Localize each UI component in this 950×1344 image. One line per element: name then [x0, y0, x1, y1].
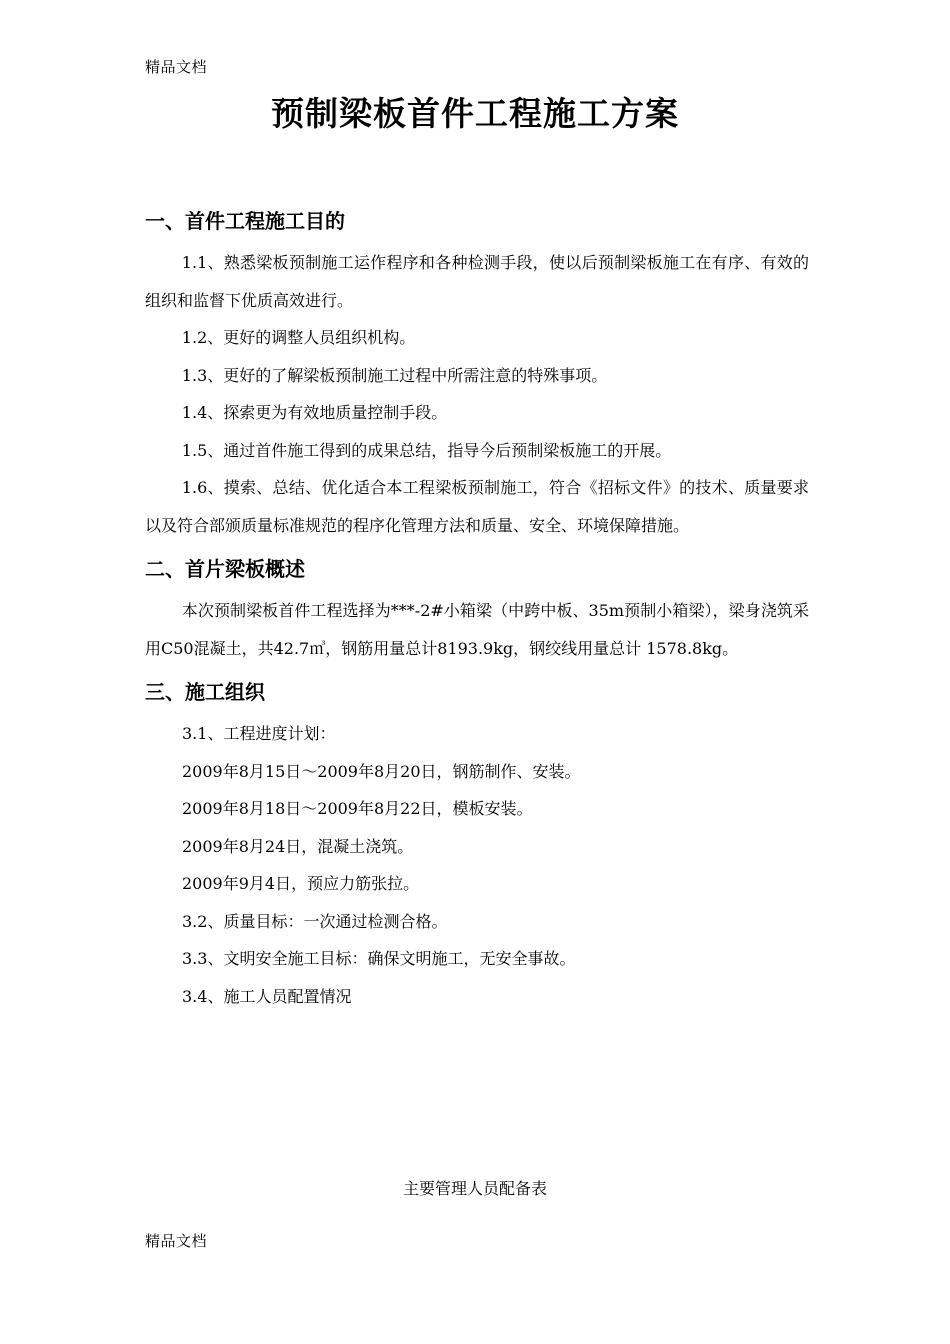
table-caption: 主要管理人员配备表: [402, 1179, 547, 1198]
paragraph-1-6: 1.6、摸索、总结、优化适合本工程梁板预制施工，符合《招标文件》的技术、质量要求以及符合部颁质量标准规范的程序化管理方法和质量、安全、环境保障措施。: [145, 478, 809, 535]
header-watermark: 精品文档: [145, 58, 208, 76]
paragraph-1-1: 1.1、熟悉梁板预制施工运作程序和各种检测手段，使以后预制梁板施工在有序、有效的组织和监督下优质高效进行。: [145, 253, 809, 310]
paragraph-3-3: 3.3、文明安全施工目标：确保文明施工，无安全事故。: [182, 949, 576, 968]
section-heading-organization: 三、施工组织: [145, 680, 265, 704]
schedule-line-rebar: 2009年8月15日～2009年8月20日，钢筋制作、安装。: [182, 761, 581, 781]
paragraph-3-1: 3.1、工程进度计划：: [182, 724, 336, 743]
paragraph-3-4: 3.4、施工人员配置情况: [182, 986, 352, 1006]
section-heading-overview: 二、首片梁板概述: [145, 557, 305, 581]
section-heading-purpose: 一、首件工程施工目的: [145, 209, 345, 233]
paragraph-3-2: 3.2、质量目标：一次通过检测合格。: [182, 911, 448, 931]
schedule-line-formwork: 2009年8月18日～2009年8月22日，模板安装。: [182, 799, 533, 818]
paragraph-1-5: 1.5、通过首件施工得到的成果总结，指导今后预制梁板施工的开展。: [181, 440, 672, 460]
footer-watermark: 精品文档: [145, 1232, 208, 1250]
paragraph-1-2: 1.2、更好的调整人员组织机构。: [181, 328, 416, 347]
schedule-line-tensioning: 2009年9月4日，预应力筋张拉。: [182, 874, 420, 893]
paragraph-1-3: 1.3、更好的了解梁板预制施工过程中所需注意的特殊事项。: [181, 365, 608, 385]
document-body: [145, 204, 809, 1015]
document-title: 预制梁板首件工程施工方案: [271, 94, 679, 133]
paragraph-overview: 本次预制梁板首件工程选择为***-2#小箱梁（中跨中板、35m预制小箱梁），梁身浇筑采用C50混凝土，共42.7㎥，钢筋用量总计8193.9kg，钢绞线用量总计 1578.8kg。: [145, 601, 809, 658]
schedule-line-concrete: 2009年8月24日，混凝土浇筑。: [182, 836, 414, 856]
paragraph-1-4: 1.4、探索更为有效地质量控制手段。: [181, 403, 448, 422]
